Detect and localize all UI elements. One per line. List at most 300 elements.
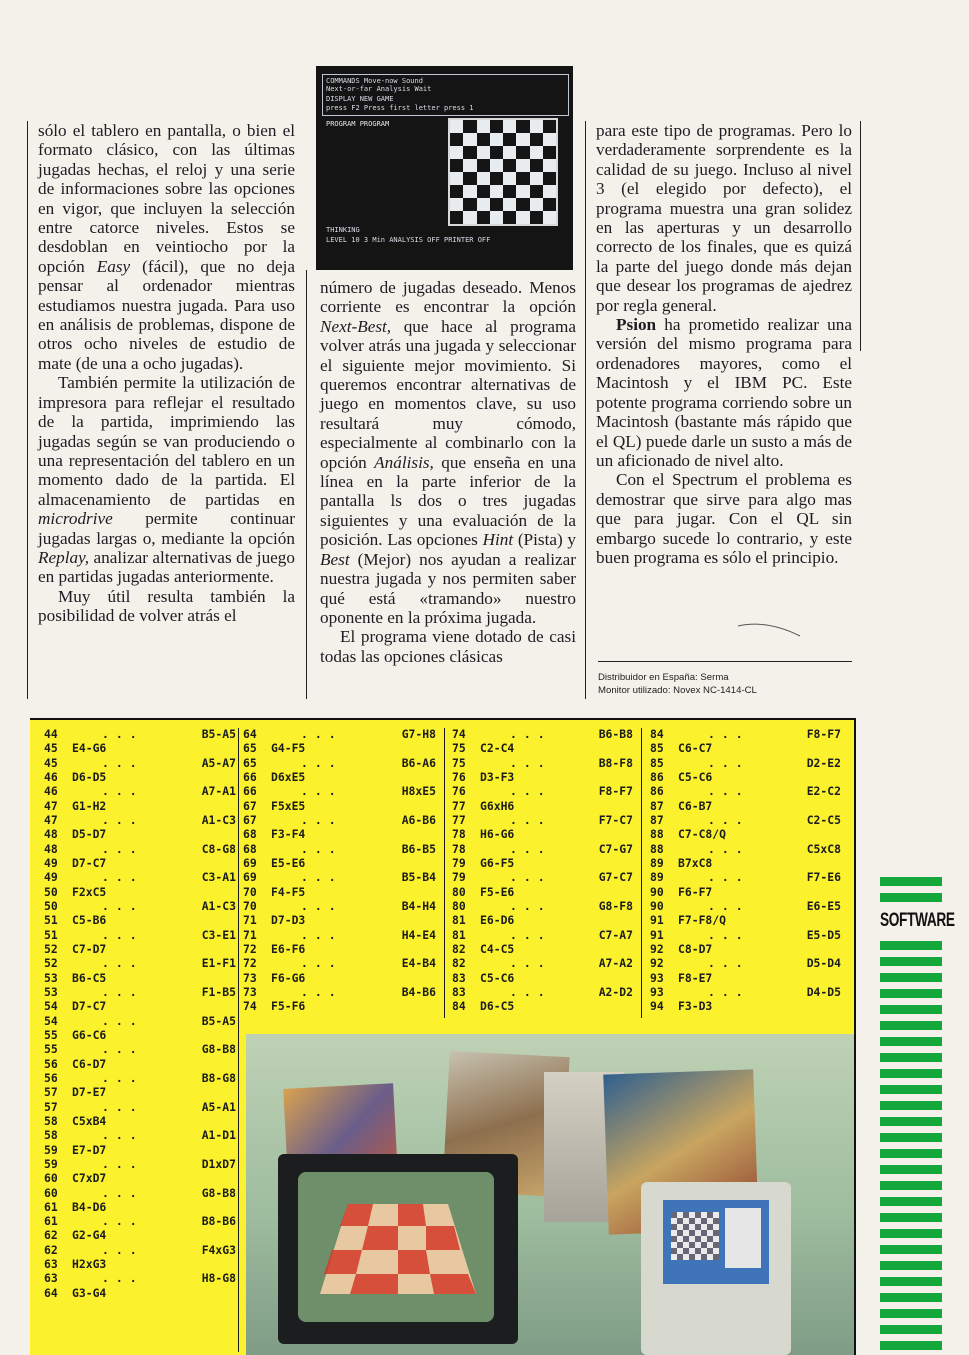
move-row — [243, 956, 436, 970]
ellipsis-dots: ... — [102, 1242, 144, 1257]
white-move: F2xC5 — [72, 884, 107, 899]
move-number: 82 — [452, 941, 466, 956]
ellipsis-dots: ... — [301, 870, 343, 885]
board-square — [530, 198, 543, 211]
move-number: 60 — [44, 1185, 58, 1200]
move-number: 58 — [44, 1113, 58, 1128]
move-row — [44, 1286, 236, 1300]
move-row — [452, 784, 633, 798]
black-move: E6-E5 — [806, 898, 841, 913]
column-rule — [306, 270, 307, 699]
board-square — [516, 198, 529, 211]
ellipsis-dots: ... — [102, 870, 144, 885]
move-row — [650, 999, 841, 1013]
move-number: 75 — [452, 755, 466, 770]
board-square — [490, 172, 503, 185]
monitor-credit: Monitor utilizado: Novex NC-1414-CL — [598, 685, 757, 696]
paragraph: sólo el tablero en pantalla, o bien el formato clásico, con las últimas jugadas hechas, el reloj y una serie de informaciones sobre las opciones en vigor, que incluyen la selección entre catorce niveles. Estos se desdoblan en veintiocho por la opción Easy (fácil), que no deja pensar al ordenador mientras estudiamos nuestra jugada. Para uso en análisis de problemas, dispone de otros ocho niveles de estudio de mate (de una a ocho jugadas). — [38, 121, 296, 373]
move-number: 62 — [44, 1242, 58, 1257]
sidebar-stripe — [880, 1293, 942, 1302]
ellipsis-dots: ... — [708, 927, 750, 942]
board-square — [543, 211, 556, 224]
move-number: 47 — [44, 798, 58, 813]
sidebar-stripe — [880, 1005, 942, 1014]
white-move: B6-C5 — [72, 970, 107, 985]
move-number: 73 — [243, 970, 257, 985]
ellipsis-dots: ... — [510, 812, 552, 827]
move-row — [243, 770, 436, 784]
move-row — [650, 928, 841, 942]
move-row — [44, 1200, 236, 1214]
white-move: C5-B6 — [72, 913, 107, 928]
sidebar-stripe — [880, 1277, 942, 1286]
move-number: 85 — [650, 741, 664, 756]
move-number: 49 — [44, 855, 58, 870]
board-square — [543, 133, 556, 146]
move-number: 62 — [44, 1228, 58, 1243]
white-move: F5-E6 — [480, 884, 515, 899]
board-square — [477, 185, 490, 198]
ellipsis-dots: ... — [301, 727, 343, 741]
move-row — [243, 999, 436, 1013]
move-row — [650, 741, 841, 755]
white-move: G2-G4 — [72, 1228, 107, 1243]
chess-program-screenshot — [316, 66, 573, 270]
move-row — [243, 827, 436, 841]
white-move: B7xC8 — [678, 855, 713, 870]
move-row — [44, 856, 236, 870]
move-row — [44, 842, 236, 856]
sidebar-stripe — [880, 1117, 942, 1126]
white-move: C5-C6 — [678, 769, 713, 784]
move-row — [650, 856, 841, 870]
move-row — [452, 799, 633, 813]
sidebar-stripe — [880, 1133, 942, 1142]
board-square — [463, 198, 476, 211]
chess-board — [448, 118, 558, 226]
board-square — [477, 211, 490, 224]
move-number: 82 — [452, 956, 466, 971]
move-row — [452, 842, 633, 856]
board-square — [450, 146, 463, 159]
3d-chessboard-graphic — [318, 1194, 478, 1304]
ellipsis-dots: ... — [102, 812, 144, 827]
board-square — [490, 211, 503, 224]
article-column-2 — [320, 278, 576, 666]
black-move: C7-G7 — [598, 841, 633, 856]
move-row — [243, 928, 436, 942]
board-square — [477, 146, 490, 159]
move-number: 66 — [243, 769, 257, 784]
move-number: 91 — [650, 913, 664, 928]
black-move: C5xC8 — [806, 841, 841, 856]
white-move: H6-G6 — [480, 827, 515, 842]
move-number: 61 — [44, 1199, 58, 1214]
white-move: G4-F5 — [271, 741, 306, 756]
move-row — [44, 928, 236, 942]
ellipsis-dots: ... — [301, 755, 343, 770]
sidebar-stripe — [880, 973, 942, 982]
move-row — [243, 842, 436, 856]
ellipsis-dots: ... — [708, 727, 750, 741]
sidebar-stripe — [880, 1261, 942, 1270]
move-number: 86 — [650, 769, 664, 784]
board-square — [463, 159, 476, 172]
white-move: D6xE5 — [271, 769, 306, 784]
move-number: 72 — [243, 956, 257, 971]
black-move: G7-C7 — [598, 870, 633, 885]
move-row — [452, 942, 633, 956]
move-row — [44, 1042, 236, 1056]
move-number: 70 — [243, 884, 257, 899]
move-row — [44, 1143, 236, 1157]
black-move: F4xG3 — [201, 1242, 236, 1257]
white-move: F5-F6 — [271, 999, 306, 1014]
board-square — [463, 211, 476, 224]
moves-table — [30, 718, 856, 1355]
move-row — [44, 1014, 236, 1028]
column-rule — [585, 121, 586, 699]
paragraph: para este tipo de programas. Pero lo verdaderamente sorprendente es la calidad de su juego. Incluso al nivel 3 (el elegido por defecto), el programa muestra una gran solidez en las aperturas y un desarrollo correcto de los finales, que es quizá la parte del juego donde más dejan que desear los programas de ajedrez por regla general. — [596, 121, 852, 315]
move-row — [44, 942, 236, 956]
move-number: 68 — [243, 827, 257, 842]
ellipsis-dots: ... — [510, 727, 552, 741]
ellipsis-dots: ... — [708, 956, 750, 971]
ellipsis-dots: ... — [102, 784, 144, 799]
black-move: D2-E2 — [806, 755, 841, 770]
move-number: 47 — [44, 812, 58, 827]
move-row — [243, 870, 436, 884]
ellipsis-dots: ... — [102, 1271, 144, 1286]
board-square — [503, 133, 516, 146]
program-headers: PROGRAM PROGRAM — [326, 120, 390, 128]
black-move: E5-D5 — [806, 927, 841, 942]
move-row — [243, 913, 436, 927]
ellipsis-dots: ... — [102, 956, 144, 971]
move-number: 78 — [452, 827, 466, 842]
board-square — [530, 211, 543, 224]
black-move: F7-C7 — [598, 812, 633, 827]
move-number: 59 — [44, 1142, 58, 1157]
move-number: 69 — [243, 855, 257, 870]
move-number: 85 — [650, 755, 664, 770]
move-number: 73 — [243, 984, 257, 999]
board-square — [530, 146, 543, 159]
move-number: 91 — [650, 927, 664, 942]
white-move: C7-C8/Q — [678, 827, 727, 842]
white-move: C2-C4 — [480, 741, 515, 756]
board-square — [516, 159, 529, 172]
move-number: 74 — [243, 999, 257, 1014]
black-move: B8-G8 — [201, 1070, 236, 1085]
board-square — [503, 211, 516, 224]
ellipsis-dots: ... — [301, 984, 343, 999]
white-move: C5-C6 — [480, 970, 515, 985]
menu-line: press F2 Press first letter press 1 — [326, 104, 474, 112]
board-square — [450, 120, 463, 133]
move-number: 84 — [650, 727, 664, 741]
mac-chessboard — [671, 1212, 719, 1260]
black-move: B6-A6 — [401, 755, 436, 770]
sidebar-stripe — [880, 1085, 942, 1094]
move-row — [243, 784, 436, 798]
ellipsis-dots: ... — [102, 1156, 144, 1171]
distributor-credit: Distribuidor en España: Serma — [598, 672, 729, 683]
credits — [598, 671, 757, 697]
move-row — [44, 1071, 236, 1085]
white-move: E7-D7 — [72, 1142, 107, 1157]
move-row — [44, 1214, 236, 1228]
move-row — [44, 1114, 236, 1128]
move-number: 55 — [44, 1027, 58, 1042]
white-move: F3-D3 — [678, 999, 713, 1014]
board-square — [450, 172, 463, 185]
table-divider — [641, 728, 642, 1018]
ellipsis-dots: ... — [708, 755, 750, 770]
section-sidebar — [880, 873, 955, 1353]
move-row — [650, 813, 841, 827]
ellipsis-dots: ... — [102, 1013, 144, 1028]
move-number: 78 — [452, 841, 466, 856]
ellipsis-dots: ... — [102, 1042, 144, 1057]
move-number: 53 — [44, 970, 58, 985]
move-row — [44, 956, 236, 970]
move-number: 50 — [44, 884, 58, 899]
white-move: E5-E6 — [271, 855, 306, 870]
black-move: C7-A7 — [598, 927, 633, 942]
move-number: 89 — [650, 870, 664, 885]
board-square — [477, 198, 490, 211]
white-move: E6-F6 — [271, 941, 306, 956]
white-move: D7-E7 — [72, 1085, 107, 1100]
move-row — [44, 756, 236, 770]
move-row — [452, 999, 633, 1013]
move-row — [650, 784, 841, 798]
move-row — [650, 971, 841, 985]
board-square — [516, 133, 529, 146]
moves-column-3 — [452, 727, 633, 1014]
mac-screen — [663, 1200, 769, 1284]
white-move: F4-F5 — [271, 884, 306, 899]
board-square — [477, 120, 490, 133]
ellipsis-dots: ... — [102, 1128, 144, 1143]
move-number: 77 — [452, 812, 466, 827]
white-move: G6-F5 — [480, 855, 515, 870]
paragraph: El programa viene dotado de casi todas las opciones clásicas — [320, 627, 576, 666]
move-number: 57 — [44, 1085, 58, 1100]
paragraph: También permite la utilización de impresora para reflejar el resultado de la partida, imprimiendo las jugadas según se van produciendo o una representación del tablero en un momento dado de la partida. El almacenamiento de partidas en microdrive permite continuar jugadas largas o, mediante la opción Replay, analizar alternativas de juego en partidas jugadas anteriormente. — [38, 373, 295, 587]
move-row — [650, 770, 841, 784]
move-row — [44, 1171, 236, 1185]
black-move: H8-G8 — [201, 1271, 236, 1286]
move-number: 56 — [44, 1056, 58, 1071]
board-square — [463, 172, 476, 185]
white-move: D3-F3 — [480, 769, 515, 784]
black-move: F7-E6 — [806, 870, 841, 885]
sidebar-stripe — [880, 1053, 942, 1062]
move-number: 79 — [452, 855, 466, 870]
white-move: F7-F8/Q — [678, 913, 727, 928]
black-move: F1-B5 — [201, 984, 236, 999]
move-row — [452, 770, 633, 784]
sidebar-stripe — [880, 957, 942, 966]
black-move: H8xE5 — [401, 784, 436, 799]
move-row — [44, 827, 236, 841]
move-number: 90 — [650, 884, 664, 899]
white-move: C7-D7 — [72, 941, 107, 956]
move-row — [44, 1186, 236, 1200]
article-column-3 — [596, 121, 852, 567]
board-square — [450, 133, 463, 146]
black-move: C2-C5 — [806, 812, 841, 827]
move-number: 54 — [44, 999, 58, 1014]
paragraph: Con el Spectrum el problema es demostrar que sirve para algo mas que para jugar. Con el QL sin embargo sucede lo contrario, y este buen programa es sólo el principio. — [596, 470, 852, 567]
black-move: A1-C3 — [201, 898, 236, 913]
move-row — [44, 971, 236, 985]
black-move: A1-D1 — [201, 1128, 236, 1143]
move-row — [44, 999, 236, 1013]
board-square — [543, 120, 556, 133]
black-move: C3-E1 — [201, 927, 236, 942]
sidebar-stripe — [880, 1229, 942, 1238]
board-square — [450, 211, 463, 224]
board-square — [490, 198, 503, 211]
white-move: G6-C6 — [72, 1027, 107, 1042]
black-move: B6-B8 — [598, 727, 633, 741]
ellipsis-dots: ... — [510, 956, 552, 971]
move-row — [243, 813, 436, 827]
move-row — [650, 827, 841, 841]
white-move: C5xB4 — [72, 1113, 107, 1128]
sidebar-stripe — [880, 1037, 942, 1046]
move-number: 80 — [452, 898, 466, 913]
move-row — [452, 956, 633, 970]
sidebar-stripe — [880, 1021, 942, 1030]
move-row — [650, 956, 841, 970]
move-row — [243, 971, 436, 985]
ellipsis-dots: ... — [102, 927, 144, 942]
black-move: A5-A1 — [201, 1099, 236, 1114]
black-move: B5-A5 — [201, 727, 236, 741]
ellipsis-dots: ... — [102, 1185, 144, 1200]
move-number: 90 — [650, 898, 664, 913]
move-number: 65 — [243, 755, 257, 770]
move-number: 87 — [650, 798, 664, 813]
move-row — [44, 985, 236, 999]
move-row — [44, 1228, 236, 1242]
black-move: B5-B4 — [401, 870, 436, 885]
board-square — [543, 198, 556, 211]
move-row — [243, 799, 436, 813]
board-square — [503, 120, 516, 133]
move-number: 59 — [44, 1156, 58, 1171]
ellipsis-dots: ... — [102, 984, 144, 999]
move-number: 76 — [452, 784, 466, 799]
move-number: 67 — [243, 798, 257, 813]
move-number: 45 — [44, 755, 58, 770]
moves-column-1 — [44, 727, 236, 1300]
move-row — [452, 727, 633, 741]
board-square — [450, 159, 463, 172]
board-square — [530, 120, 543, 133]
move-row — [452, 928, 633, 942]
ellipsis-dots: ... — [708, 841, 750, 856]
board-square — [450, 185, 463, 198]
sidebar-stripe — [880, 1309, 942, 1318]
sidebar-stripe — [880, 1325, 942, 1334]
board-square — [450, 198, 463, 211]
move-row — [44, 813, 236, 827]
sidebar-stripe — [880, 893, 942, 902]
move-row — [650, 756, 841, 770]
move-row — [650, 913, 841, 927]
move-row — [44, 913, 236, 927]
ellipsis-dots: ... — [510, 984, 552, 999]
white-move: F8-E7 — [678, 970, 713, 985]
white-move: F6-F7 — [678, 884, 713, 899]
move-number: 71 — [243, 927, 257, 942]
black-move: G8-F8 — [598, 898, 633, 913]
move-number: 70 — [243, 898, 257, 913]
board-square — [463, 133, 476, 146]
ellipsis-dots: ... — [301, 812, 343, 827]
sidebar-stripe — [880, 1197, 942, 1206]
white-move: C6-C7 — [678, 741, 713, 756]
sidebar-stripe — [880, 1101, 942, 1110]
white-move: D7-C7 — [72, 999, 107, 1014]
move-row — [243, 885, 436, 899]
move-number: 51 — [44, 927, 58, 942]
black-move: E1-F1 — [201, 956, 236, 971]
white-move: C6-D7 — [72, 1056, 107, 1071]
mac-window — [725, 1208, 761, 1268]
ellipsis-dots: ... — [708, 784, 750, 799]
sidebar-stripe — [880, 1245, 942, 1254]
move-number: 58 — [44, 1128, 58, 1143]
move-row — [452, 899, 633, 913]
board-square — [463, 146, 476, 159]
white-move: C7xD7 — [72, 1171, 107, 1186]
move-number: 87 — [650, 812, 664, 827]
board-square — [516, 120, 529, 133]
move-number: 83 — [452, 970, 466, 985]
move-number: 80 — [452, 884, 466, 899]
menu-line: COMMANDS Move-now Sound — [326, 77, 423, 85]
ellipsis-dots: ... — [102, 1099, 144, 1114]
move-number: 74 — [452, 727, 466, 741]
black-move: F8-F7 — [598, 784, 633, 799]
move-row — [650, 885, 841, 899]
computers-photo — [246, 1034, 854, 1355]
ellipsis-dots: ... — [102, 1214, 144, 1229]
ellipsis-dots: ... — [301, 956, 343, 971]
board-square — [503, 172, 516, 185]
ellipsis-dots: ... — [510, 898, 552, 913]
moves-column-2 — [243, 727, 436, 1014]
black-move: A1-C3 — [201, 812, 236, 827]
sidebar-stripe — [880, 1165, 942, 1174]
ellipsis-dots: ... — [708, 984, 750, 999]
move-row — [243, 756, 436, 770]
move-number: 65 — [243, 741, 257, 756]
board-square — [477, 133, 490, 146]
move-number: 45 — [44, 741, 58, 756]
sidebar-stripe — [880, 1181, 942, 1190]
sidebar-stripe — [880, 1069, 942, 1078]
board-square — [530, 133, 543, 146]
sidebar-stripe — [880, 1213, 942, 1222]
board-square — [503, 146, 516, 159]
